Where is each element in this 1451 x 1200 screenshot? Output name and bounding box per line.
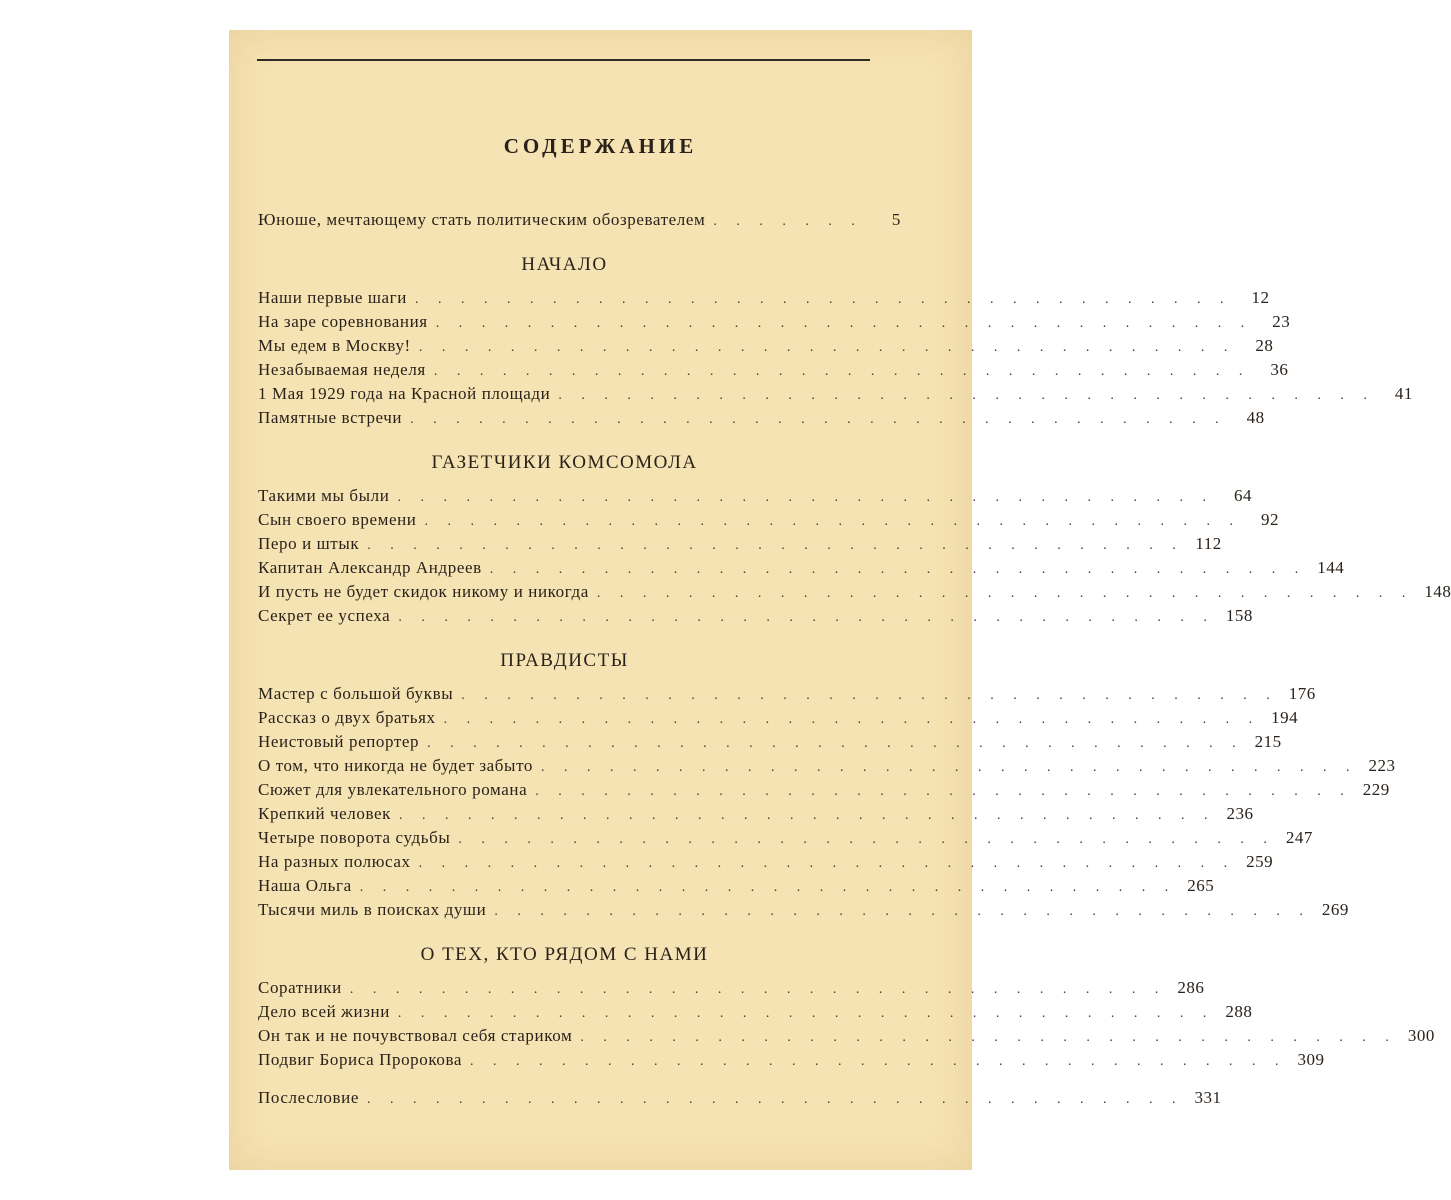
dot-leader: . . . . . . . . . . . . . . . . . . . . . . . . . . . . . . . . . . . . (367, 1092, 1184, 1107)
entry-page: 28 (1255, 336, 1274, 355)
dot-leader: . . . . . . . . . . . . . . . . . . . . . . . . . . . . . . . . . . . . (494, 904, 1311, 919)
entry-title: Сын своего времени (258, 510, 417, 529)
toc-entry (258, 286, 1270, 310)
dot-leader: . . . . . . . . . . . . . . . . . . . . . . . . . . . . . . . . . . . . (399, 808, 1216, 823)
dot-leader: . . . . . . . . . . . . . . . . . . . . . . . . . . . . . . . . . . . . (535, 784, 1352, 799)
entry-title: На заре соревнования (258, 312, 428, 331)
dot-leader: . . . . . . . . . . . . . . . . . . . . . . . . . . . . . . . . . . . . (414, 292, 1232, 307)
entry-title: Наши первые шаги (258, 288, 407, 307)
entry-title: Дело всей жизни (258, 1002, 390, 1021)
entry-page: 247 (1285, 828, 1313, 847)
toc-entry (258, 898, 1349, 922)
dot-leader: . . . . . . . . . . . . . . . . . . . . . . . . . . . . . . . . . . . . (424, 514, 1241, 529)
toc-entry (258, 802, 1254, 826)
entry-page: 148 (1424, 582, 1451, 601)
section-heading: О ТЕХ, КТО РЯДОМ С НАМИ (420, 944, 709, 965)
toc-entry (258, 1024, 1435, 1048)
entry-page: 331 (1194, 1088, 1222, 1107)
dot-leader: . . . . . . . . . . . . . . . . . . . . . . . . . . . . . . . . . . . . (397, 1006, 1215, 1021)
entry-title: Юноше, мечтающему стать политическим обозревателем (258, 210, 706, 229)
entry-title: Памятные встречи (258, 408, 403, 427)
toc-entry (258, 580, 1451, 604)
dot-leader: . . . . . . . . . . . . . . . . . . . . . . . . . . . . . . . . . . . . (418, 340, 1236, 355)
toc-entry (258, 508, 1279, 532)
dot-leader: . . . . . . . . . . . . . . . . . . . . . . . . . . . . . . . . . . . . (398, 610, 1215, 625)
toc-entry (258, 874, 1215, 898)
dot-leader: . . . . . . . . . . . . . . . . . . . . . . . . . . . . . . . . . . . . (489, 562, 1307, 577)
dot-leader: . . . . . . . . . . . . . . . . . . . . . . . . . . . . . . . . . . . . (435, 316, 1253, 331)
dot-leader: . . . . . . . . . . . . . . . . . . . . . . . . . . . . . . . . . . . . (418, 856, 1236, 871)
toc-entry (258, 1048, 1325, 1072)
toc-entry (258, 604, 1253, 628)
entry-title: Соратники (258, 978, 342, 997)
toc-entry (258, 976, 1205, 1000)
entry-page: 112 (1195, 534, 1222, 553)
entry-page: 176 (1288, 684, 1316, 703)
entry-page: 259 (1246, 852, 1274, 871)
entry-page: 215 (1254, 732, 1282, 751)
toc-entry (258, 310, 1291, 334)
dot-leader: . . . . . . . (713, 214, 863, 229)
entry-title: Мы едем в Москву! (258, 336, 411, 355)
toc-entry (258, 826, 1313, 850)
table-of-contents (258, 30, 1451, 1170)
toc-entry (258, 484, 1252, 508)
dot-leader: . . . . . . . . . . . . . . . . . . . . . . . . . . . . . . . . . . . . (458, 832, 1275, 847)
book-page (229, 30, 1451, 1170)
page-title: СОДЕРЖАНИЕ (503, 134, 698, 158)
entry-page: 12 (1251, 288, 1270, 307)
entry-page: 236 (1226, 804, 1254, 823)
dot-leader: . . . . . . . . . . . . . . . . . . . . . . . . . . . . . . . . . . . . (540, 760, 1358, 775)
entry-title: Неистовый репортер (258, 732, 420, 751)
toc-entry (258, 706, 1299, 730)
dot-leader: . . . . . . . . . . . . . . . . . . . . . . . . . . . . . . . . . . . . (558, 388, 1375, 403)
dot-leader: . . . . . . . . . . . . . . . . . . . . . . . . . . . . . . . . . . . . (443, 712, 1261, 727)
dot-leader: . . . . . . . . . . . . . . . . . . . . . . . . . . . . . . . . . . . . (427, 736, 1244, 751)
entry-title: На разных полюсах (258, 852, 411, 871)
dot-leader: . . . . . . . . . . . . . . . . . . . . . . . . . . . . . . . . . . . . (349, 982, 1167, 997)
toc-entry (258, 334, 1274, 358)
entry-page: 5 (891, 210, 901, 229)
dot-leader: . . . . . . . . . . . . . . . . . . . . . . . . . . . . . . . . . . . . (433, 364, 1251, 379)
entry-title: И пусть не будет скидок никому и никогда (258, 582, 589, 601)
entry-title: Четыре поворота судьбы (258, 828, 451, 847)
dot-leader: . . . . . . . . . . . . . . . . . . . . . . . . . . . . . . . . . . . . (367, 538, 1184, 553)
entry-title: Сюжет для увлекательного романа (258, 780, 528, 799)
entry-title: Он так и не почувствовал себя стариком (258, 1026, 573, 1045)
entry-title: О том, что никогда не будет забыто (258, 756, 533, 775)
entry-title: Крепкий человек (258, 804, 391, 823)
dot-leader: . . . . . . . . . . . . . . . . . . . . . . . . . . . . . . . . . . . . (580, 1030, 1397, 1045)
toc-entry (258, 556, 1345, 580)
entry-page: 64 (1233, 486, 1252, 505)
toc-entry (258, 1000, 1253, 1024)
entry-title: Незабываемая неделя (258, 360, 426, 379)
entry-page: 269 (1321, 900, 1349, 919)
entry-title: Капитан Александр Андреев (258, 558, 482, 577)
toc-entry (258, 406, 1265, 430)
entry-page: 229 (1362, 780, 1390, 799)
toc-entry (258, 682, 1316, 706)
toc-entry-intro (258, 208, 901, 232)
entry-title: Мастер с большой буквы (258, 684, 454, 703)
entry-page: 194 (1271, 708, 1299, 727)
dot-leader: . . . . . . . . . . . . . . . . . . . . . . . . . . . . . . . . . . . . (359, 880, 1177, 895)
entry-page: 48 (1246, 408, 1265, 427)
entry-page: 286 (1177, 978, 1205, 997)
entry-page: 41 (1394, 384, 1413, 403)
section-heading: ПРАВДИСТЫ (500, 650, 629, 671)
entry-title: Такими мы были (258, 486, 390, 505)
entry-page: 223 (1368, 756, 1396, 775)
entry-page: 92 (1261, 510, 1279, 529)
dot-leader: . . . . . . . . . . . . . . . . . . . . . . . . . . . . . . . . . . . . (596, 586, 1414, 601)
dot-leader: . . . . . . . . . . . . . . . . . . . . . . . . . . . . . . . . . . . . (397, 490, 1214, 505)
dot-leader: . . . . . . . . . . . . . . . . . . . . . . . . . . . . . . . . . . . . (461, 688, 1278, 703)
entry-title: Секрет ее успеха (258, 606, 391, 625)
toc-entry-afterword (258, 1086, 1222, 1110)
toc-entry (258, 754, 1396, 778)
toc-entry (258, 850, 1274, 874)
section-heading: ГАЗЕТЧИКИ КОМСОМОЛА (431, 452, 698, 473)
toc-entry (258, 532, 1222, 556)
dot-leader: . . . . . . . . . . . . . . . . . . . . . . . . . . . . . . . . . . . . (470, 1054, 1287, 1069)
entry-page: 144 (1317, 558, 1345, 577)
toc-entry (258, 358, 1289, 382)
entry-title: Наша Ольга (258, 876, 352, 895)
entry-page: 288 (1225, 1002, 1253, 1021)
entry-title: Рассказ о двух братьях (258, 708, 436, 727)
dot-leader: . . . . . . . . . . . . . . . . . . . . . . . . . . . . . . . . . . . . (410, 412, 1227, 427)
entry-page: 265 (1187, 876, 1215, 895)
toc-entry (258, 778, 1390, 802)
entry-page: 300 (1407, 1026, 1435, 1045)
entry-title: 1 Мая 1929 года на Красной площади (258, 384, 551, 403)
entry-page: 23 (1272, 312, 1291, 331)
entry-page: 36 (1270, 360, 1289, 379)
toc-entry (258, 730, 1282, 754)
entry-title: Подвиг Бориса Пророкова (258, 1050, 463, 1069)
entry-title: Перо и штык (258, 534, 360, 553)
toc-entry (258, 382, 1413, 406)
entry-title: Послесловие (258, 1088, 359, 1107)
section-heading: НАЧАЛО (521, 254, 608, 275)
entry-page: 158 (1225, 606, 1253, 625)
entry-page: 309 (1297, 1050, 1325, 1069)
entry-title: Тысячи миль в поисках души (258, 900, 487, 919)
